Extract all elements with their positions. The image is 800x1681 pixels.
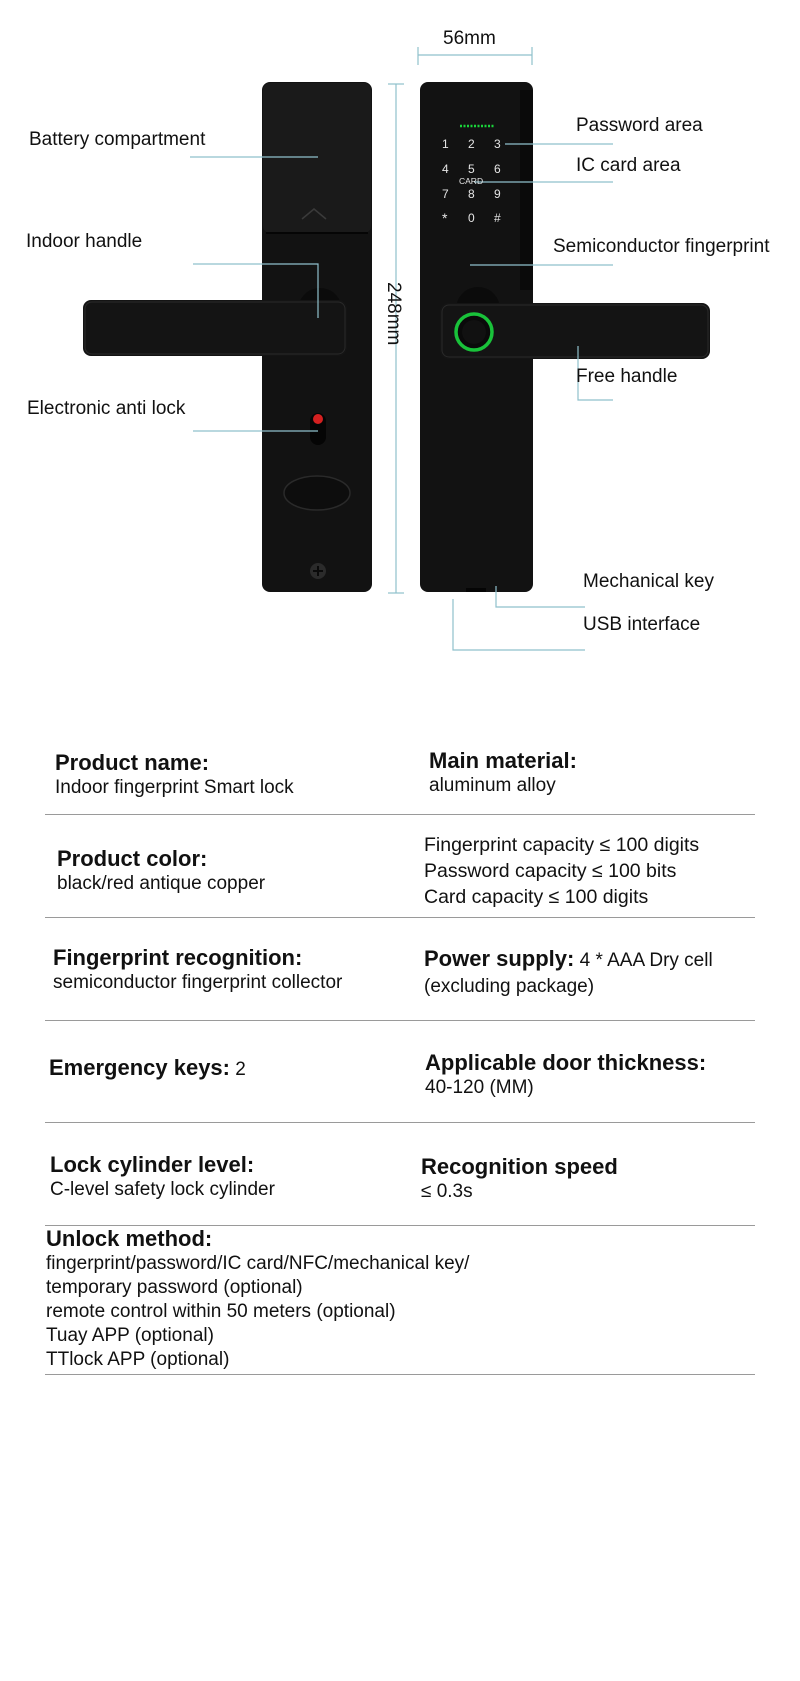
key-5: 5 xyxy=(468,162,475,176)
spec-unlock-method xyxy=(46,1226,469,1372)
spec-recognition-speed xyxy=(421,1154,618,1204)
key-8: 8 xyxy=(468,187,475,201)
callout-indoor-handle: Indoor handle xyxy=(26,231,143,252)
spec-label: Emergency keys: xyxy=(49,1055,230,1080)
callout-free-handle: Free handle xyxy=(576,366,678,387)
callout-lines xyxy=(190,144,613,650)
callout-usb-interface: USB interface xyxy=(583,614,701,635)
key-6: 6 xyxy=(494,162,501,176)
unlock-line: Tuay APP (optional) xyxy=(46,1325,214,1346)
keypad xyxy=(436,134,516,234)
spec-product-name xyxy=(55,750,294,800)
spec-value: Indoor fingerprint Smart lock xyxy=(55,777,294,798)
spec-label: Lock cylinder level: xyxy=(50,1152,255,1177)
key-3: 3 xyxy=(494,137,501,151)
key-1: 1 xyxy=(442,137,449,151)
key-0: 0 xyxy=(468,211,475,225)
callout-semiconductor-fingerprint: Semiconductor fingerprint xyxy=(553,236,770,257)
key-star: * xyxy=(442,210,448,226)
callout-battery-compartment: Battery compartment xyxy=(29,129,206,150)
divider xyxy=(45,1020,755,1021)
capacity-card: Card capacity ≤ 100 digits xyxy=(424,886,649,908)
divider xyxy=(45,1122,755,1123)
spec-label: Fingerprint recognition: xyxy=(53,945,303,970)
divider xyxy=(45,1374,755,1375)
spec-value: aluminum alloy xyxy=(429,775,556,796)
callout-ic-card-area: IC card area xyxy=(576,155,681,176)
spec-label: Applicable door thickness: xyxy=(425,1050,707,1075)
spec-capacity xyxy=(424,832,699,910)
spec-value-inline: 4 * AAA Dry cell xyxy=(574,950,713,971)
spec-value: (excluding package) xyxy=(424,976,595,997)
height-label: 248mm xyxy=(383,282,404,346)
indoor-unit xyxy=(83,82,372,592)
card-label: CARD xyxy=(459,176,484,186)
spec-label: Power supply: xyxy=(424,946,575,971)
spec-value: semiconductor fingerprint collector xyxy=(53,972,343,993)
unlock-line: TTlock APP (optional) xyxy=(46,1349,230,1370)
spec-fingerprint-recognition xyxy=(53,945,342,995)
key-2: 2 xyxy=(468,137,475,151)
divider xyxy=(45,814,755,815)
capacity-fingerprint: Fingerprint capacity ≤ 100 digits xyxy=(424,834,700,856)
spec-value: ≤ 0.3s xyxy=(421,1181,473,1202)
callout-electronic-anti-lock: Electronic anti lock xyxy=(27,398,186,419)
key-7: 7 xyxy=(442,187,449,201)
spec-value: C-level safety lock cylinder xyxy=(50,1179,275,1200)
unlock-line: temporary password (optional) xyxy=(46,1277,303,1298)
spec-value: black/red antique copper xyxy=(57,873,266,894)
key-hash: # xyxy=(494,211,501,225)
spec-label: Main material: xyxy=(429,748,577,773)
spec-label: Product color: xyxy=(57,846,208,871)
product-diagram xyxy=(0,0,800,680)
width-label: 56mm xyxy=(443,28,496,49)
callout-mechanical-key: Mechanical key xyxy=(583,571,714,592)
unlock-line: remote control within 50 meters (optional) xyxy=(46,1301,396,1322)
spec-lock-cylinder xyxy=(50,1152,275,1202)
spec-value: 40-120 (MM) xyxy=(425,1077,534,1098)
spec-label: Unlock method: xyxy=(46,1226,213,1251)
spec-label: Recognition speed xyxy=(421,1154,618,1179)
spec-main-material xyxy=(429,748,577,798)
spec-power-supply xyxy=(424,946,713,999)
unlock-line: fingerprint/password/IC card/NFC/mechanical key/ xyxy=(46,1253,470,1274)
capacity-password: Password capacity ≤ 100 bits xyxy=(424,860,677,882)
divider xyxy=(45,917,755,918)
spec-label: Product name: xyxy=(55,750,210,775)
spec-value: 2 xyxy=(230,1059,246,1080)
spec-door-thickness xyxy=(425,1050,706,1100)
callout-password-area: Password area xyxy=(576,115,703,136)
key-4: 4 xyxy=(442,162,449,176)
spec-product-color xyxy=(57,846,265,896)
key-9: 9 xyxy=(494,187,501,201)
spec-emergency-keys xyxy=(49,1055,246,1081)
